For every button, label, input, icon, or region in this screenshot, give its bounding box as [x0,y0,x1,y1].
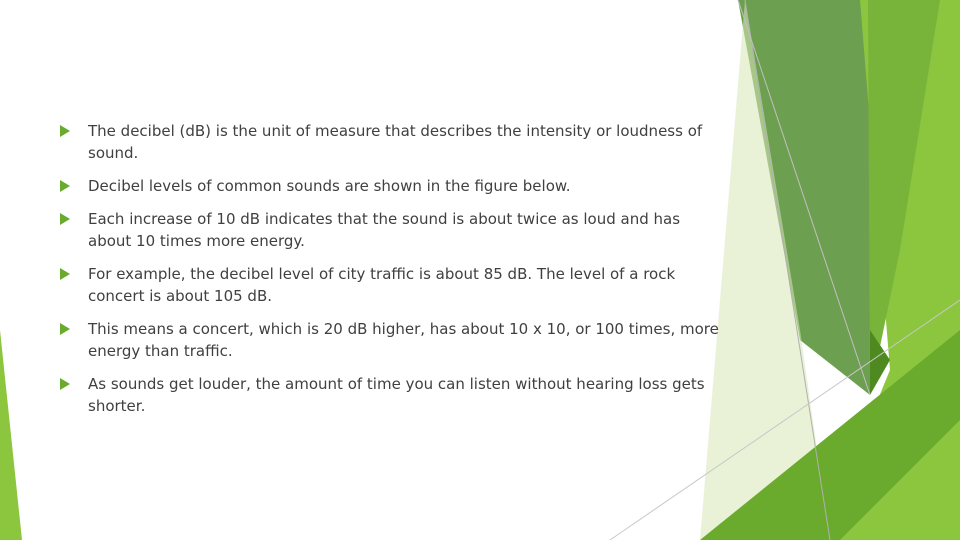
bullet-text: Each increase of 10 dB indicates that the sound is about twice as loud and has about 10 times more energy. [88,210,681,250]
bullet-item [60,373,720,417]
bullet-text: Decibel levels of common sounds are shown in the figure below. [88,177,571,195]
bullet-item [60,120,720,164]
triangle-bullet-icon [60,213,70,225]
bullet-item [60,175,720,197]
bullet-item [60,208,720,252]
triangle-bullet-icon [60,378,70,390]
bullet-text: The decibel (dB) is the unit of measure that describes the intensity or loudness of sound. [88,122,703,162]
bullet-text: For example, the decibel level of city traffic is about 85 dB. The level of a rock concert is about 105 dB. [88,265,676,305]
bullet-text: As sounds get louder, the amount of time you can listen without hearing loss gets shorter. [88,375,705,415]
triangle-bullet-icon [60,125,70,137]
left-edge-accent-shape [0,330,22,540]
triangle-bullet-icon [60,268,70,280]
bullet-text: This means a concert, which is 20 dB higher, has about 10 x 10, or 100 times, more energy than traffic. [88,320,719,360]
triangle-bullet-icon [60,323,70,335]
bullet-item [60,318,720,362]
triangle-bullet-icon [60,180,70,192]
bullet-item [60,263,720,307]
bullet-list [60,120,720,428]
